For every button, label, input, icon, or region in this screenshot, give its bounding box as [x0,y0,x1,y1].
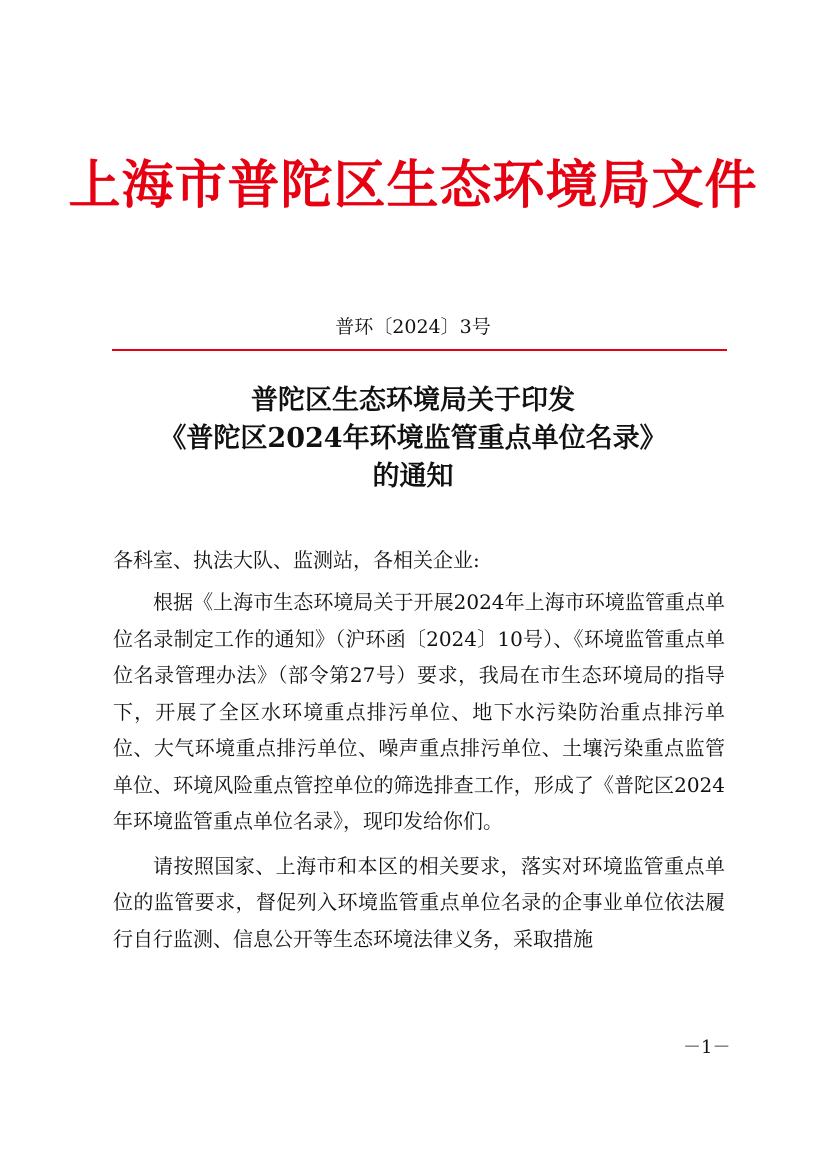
body-paragraph-1: 根据《上海市生态环境局关于开展2024年上海市环境监管重点单位名录制定工作的通知》（沪环函〔2024〕10号）、《环境监管重点单位名录管理办法》（部令第27号）要求，我局在市生态环境局的指导下，开展了全区水环境重点排污单位、地下水污染防治重点排污单位、大气环境重点排污单位、噪声重点排污单位、土壤污染重点监管单位、环境风险重点管控单位的筛选排查工作，形成了《普陀区2024年环境监管重点单位名录》，现印发给你们。 [113,590,725,833]
page-number: －1－ [683,1037,731,1058]
notice-title-line-3: 的通知 [372,461,454,492]
salutation: 各科室、执法大队、监测站，各相关企业: [113,548,480,572]
notice-title-line-1: 普陀区生态环境局关于印发 [251,385,575,416]
document-number: 普环〔2024〕3号 [335,316,491,338]
notice-title-line-2: 《普陀区2024年环境监管重点单位名录》 [159,423,667,454]
body-text [113,584,725,965]
document-issuer-title: 上海市普陀区生态环境局文件 [68,155,758,216]
body-paragraph-2: 请按照国家、上海市和本区的相关要求，落实对环境监管重点单位的监管要求，督促列入环境监管重点单位名录的企事业单位依法履行自行监测、信息公开等生态环境法律义务，采取措施 [113,853,725,951]
notice-title [0,382,826,496]
red-divider-line [112,349,727,351]
